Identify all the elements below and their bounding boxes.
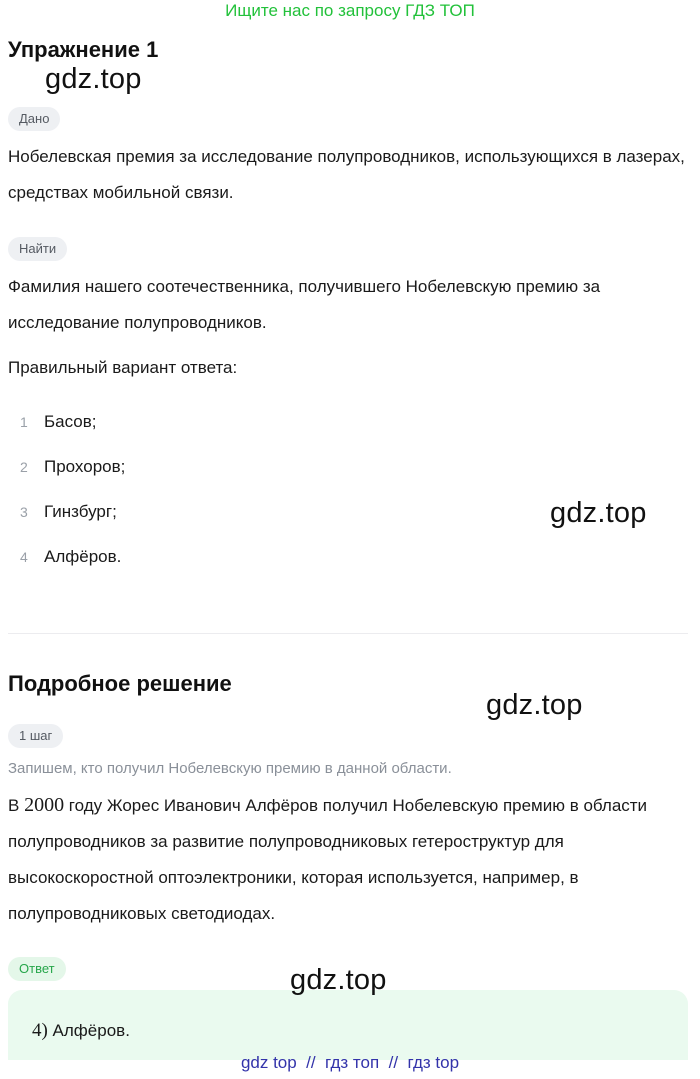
solution-text-prefix: В <box>8 796 25 815</box>
section-divider <box>8 633 688 634</box>
option-item <box>20 500 117 524</box>
option-label: Прохоров; <box>44 457 126 476</box>
find-label: Найти <box>8 237 67 261</box>
watermark: gdz.top <box>290 964 387 996</box>
exercise-title: Упражнение 1 <box>8 37 159 62</box>
solution-text-rest: году Жорес Иванович Алфёров получил Нобелевскую премию в области полупроводников за развитие полупроводниковых гетероструктур для высокоскоростной оптоэлектроники, которая используется, например, в полупроводниковых светодиодах. <box>8 796 648 923</box>
watermark: gdz.top <box>486 689 583 721</box>
find-text: Фамилия нашего соотечественника, получившего Нобелевскую премию за исследование полупроводников. <box>8 277 601 332</box>
top-banner: Ищите нас по запросу ГДЗ ТОП <box>225 1 475 20</box>
answer-text <box>32 1020 130 1042</box>
footer-watermark <box>0 1053 700 1073</box>
given-text: Нобелевская премия за исследование полупроводников, использующихся в лазерах, средствах мобильной связи. <box>8 147 685 202</box>
option-number: 4 <box>20 549 28 565</box>
option-item <box>20 410 97 434</box>
answer-number: 4) <box>32 1020 48 1041</box>
question-text: Правильный вариант ответа: <box>8 358 238 377</box>
watermark: gdz.top <box>550 497 647 529</box>
answer-value: Алфёров. <box>47 1021 130 1040</box>
option-label: Басов; <box>44 412 97 431</box>
footer-text: gdz top // гдз топ // гдз top <box>240 1053 460 1072</box>
option-number: 1 <box>20 414 28 430</box>
step-label: 1 шаг <box>8 724 63 748</box>
solution-title: Подробное решение <box>8 671 232 696</box>
solution-year: 2000 <box>24 794 65 816</box>
option-number: 3 <box>20 504 28 520</box>
option-label: Алфёров. <box>44 547 122 566</box>
step-hint: Запишем, кто получил Нобелевскую премию в данной области. <box>8 760 452 777</box>
watermark: gdz.top <box>45 63 142 95</box>
solution-text <box>8 787 693 932</box>
option-item <box>20 545 121 569</box>
option-item <box>20 455 125 479</box>
option-label: Гинзбург; <box>44 502 117 521</box>
option-number: 2 <box>20 459 28 475</box>
answer-label: Ответ <box>8 957 66 981</box>
given-label: Дано <box>8 107 60 131</box>
